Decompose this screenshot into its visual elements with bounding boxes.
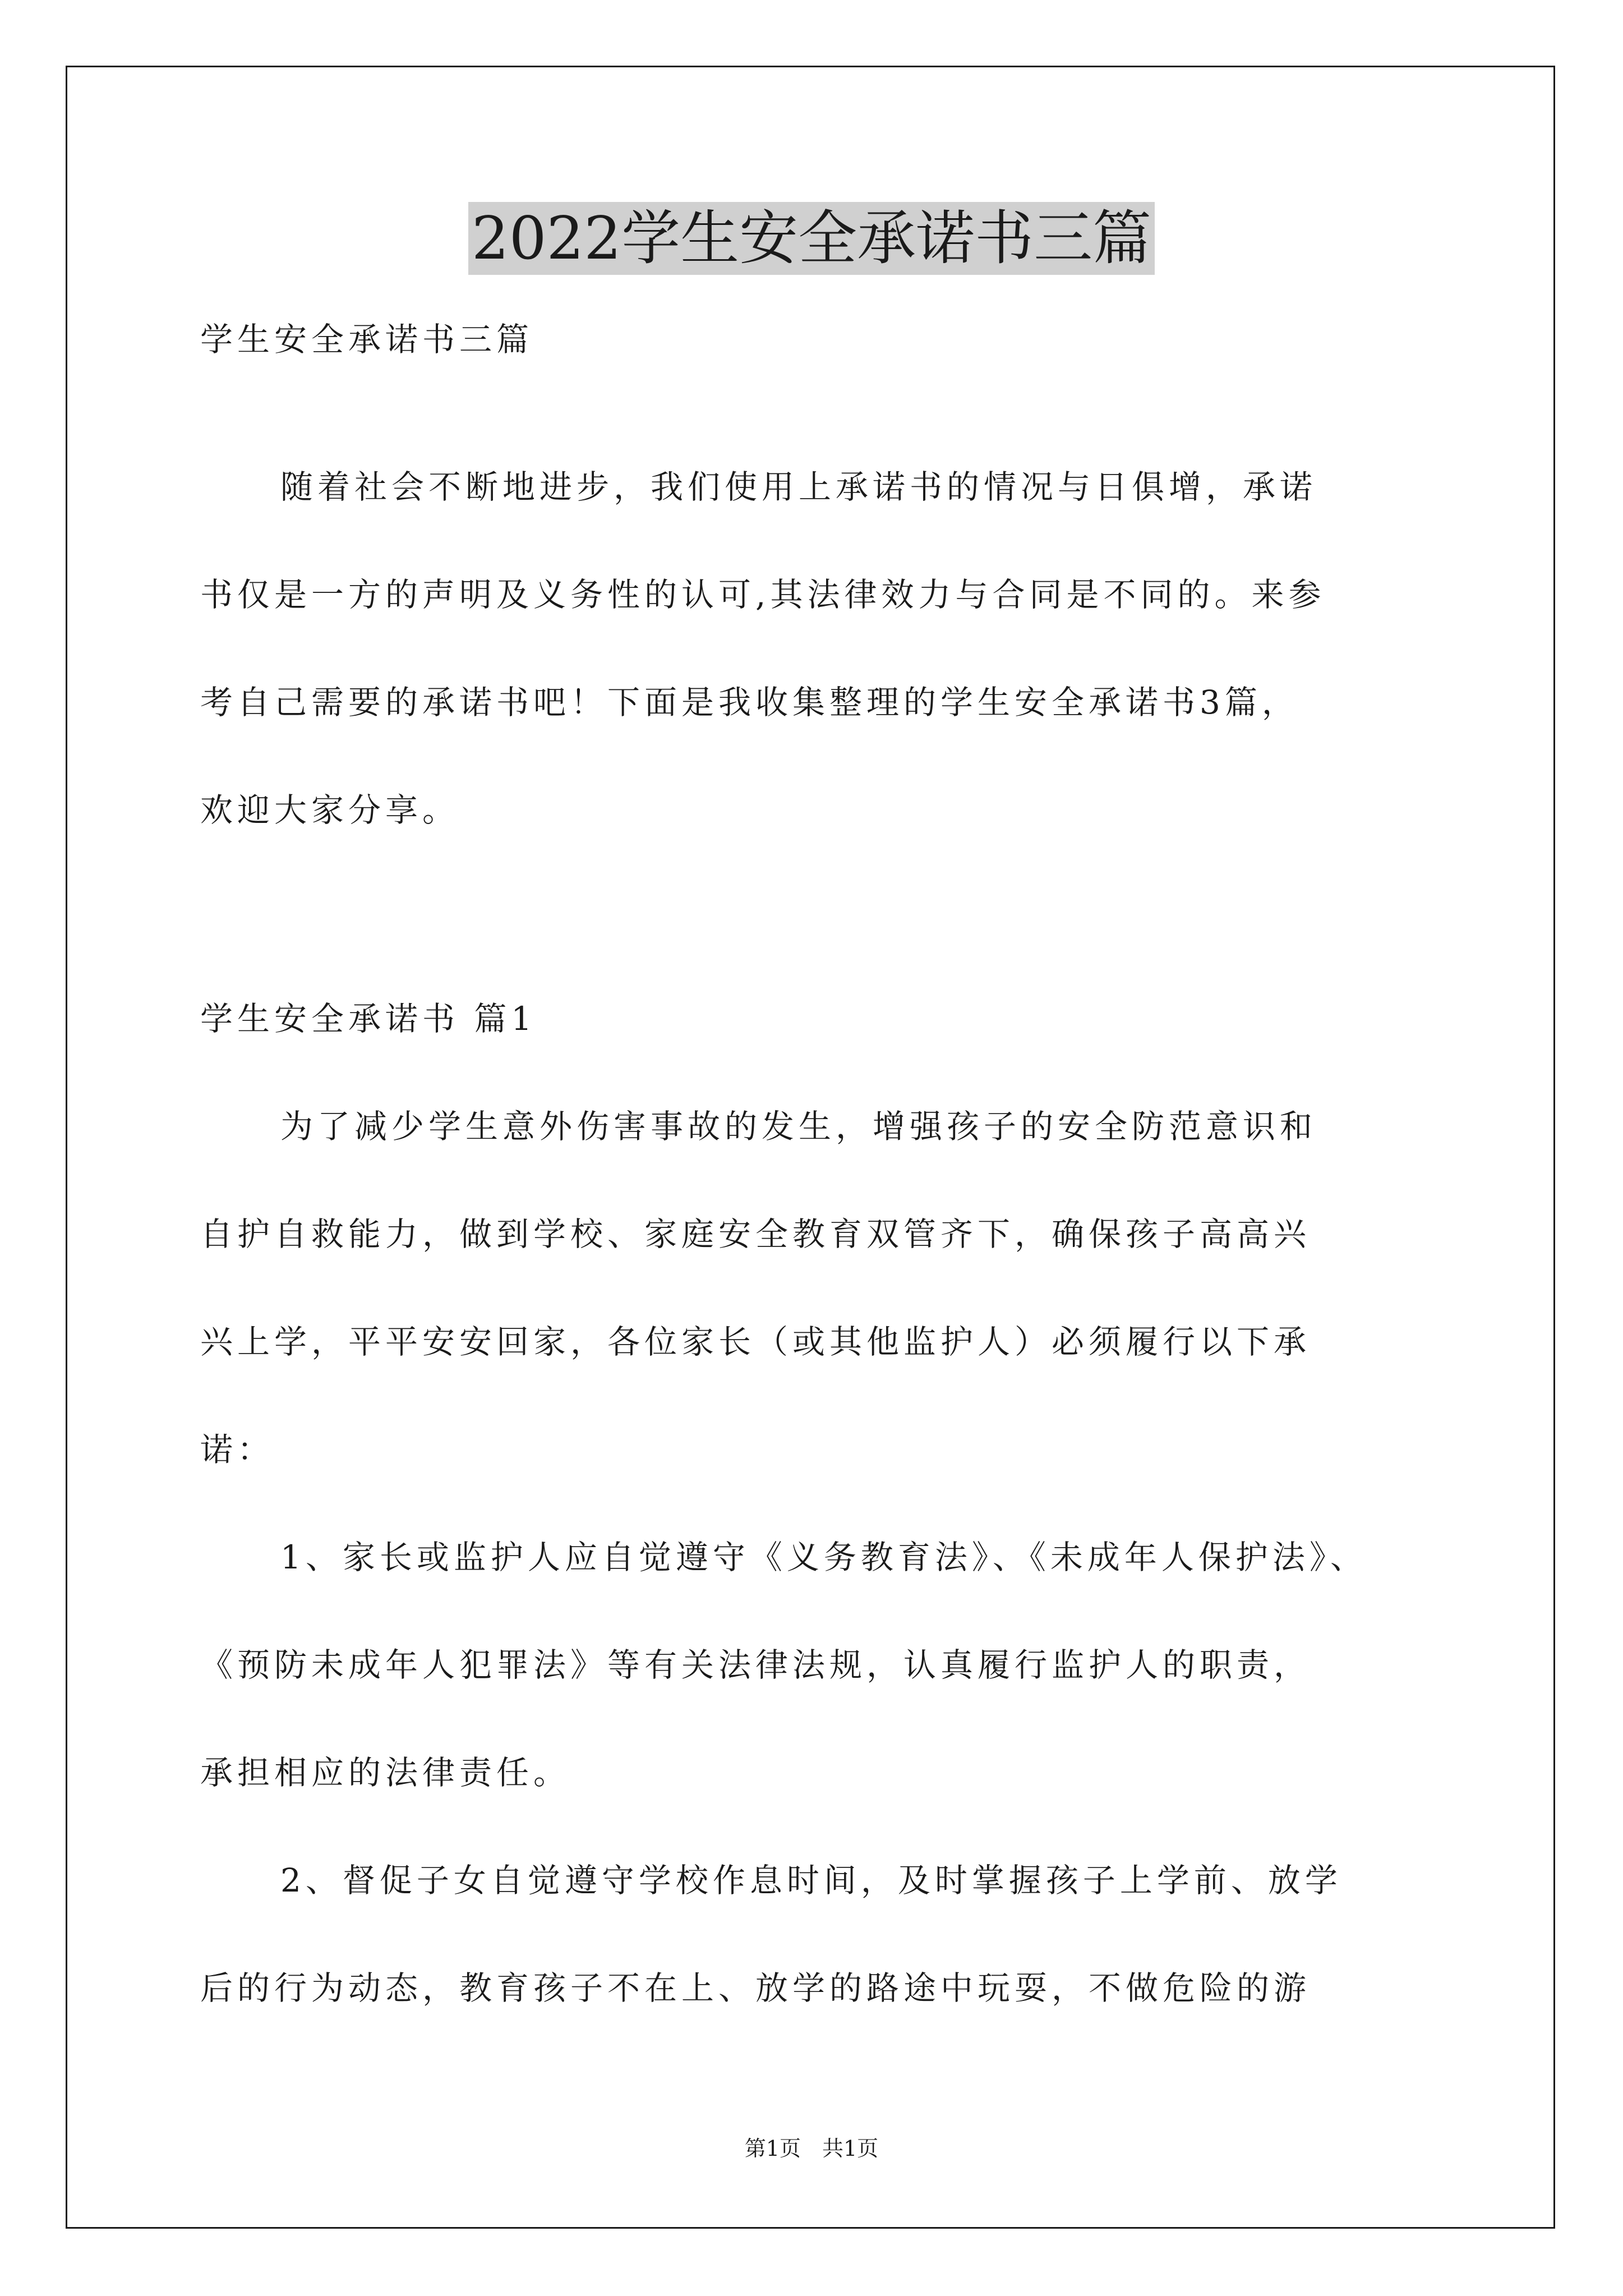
paragraph-line: 后的行为动态，教育孩子不在上、放学的路途中玩耍，不做危险的游 xyxy=(200,1969,1311,2007)
document-title: 2022学生安全承诺书三篇 xyxy=(0,199,1623,278)
paragraph-line: 承担相应的法律责任。 xyxy=(200,1754,571,1792)
page-footer: 第1页 共1页 xyxy=(744,2136,879,2161)
paragraph-line: 兴上学，平平安安回家，各位家长（或其他监护人）必须履行以下承 xyxy=(200,1323,1311,1361)
paragraph-line: 书仅是一方的声明及义务性的认可,其法律效力与合同是不同的。来参 xyxy=(200,576,1326,614)
paragraph-line: 考自己需要的承诺书吧！下面是我收集整理的学生安全承诺书3篇， xyxy=(200,683,1299,721)
paragraph-line: 为了减少学生意外伤害事故的发生，增强孩子的安全防范意识和 xyxy=(280,1107,1317,1145)
paragraph-line: 2、督促子女自觉遵守学校作息时间，及时掌握孩子上学前、放学 xyxy=(280,1861,1342,1899)
paragraph-line: 1、家长或监护人应自觉遵守《义务教育法》、《未成年人保护法》、 xyxy=(280,1538,1367,1576)
paragraph-line: 《预防未成年人犯罪法》等有关法律法规，认真履行监护人的职责， xyxy=(200,1646,1311,1684)
paragraph-line: 欢迎大家分享。 xyxy=(200,791,460,829)
paragraph-line: 自护自救能力，做到学校、家庭安全教育双管齐下，确保孩子高高兴 xyxy=(200,1215,1311,1253)
section-heading: 学生安全承诺书 篇1 xyxy=(200,1000,537,1038)
paragraph-line: 诺： xyxy=(200,1430,275,1469)
paragraph-line: 随着社会不断地进步，我们使用上承诺书的情况与日俱增，承诺 xyxy=(280,468,1317,506)
section-heading: 学生安全承诺书三篇 xyxy=(200,320,534,358)
